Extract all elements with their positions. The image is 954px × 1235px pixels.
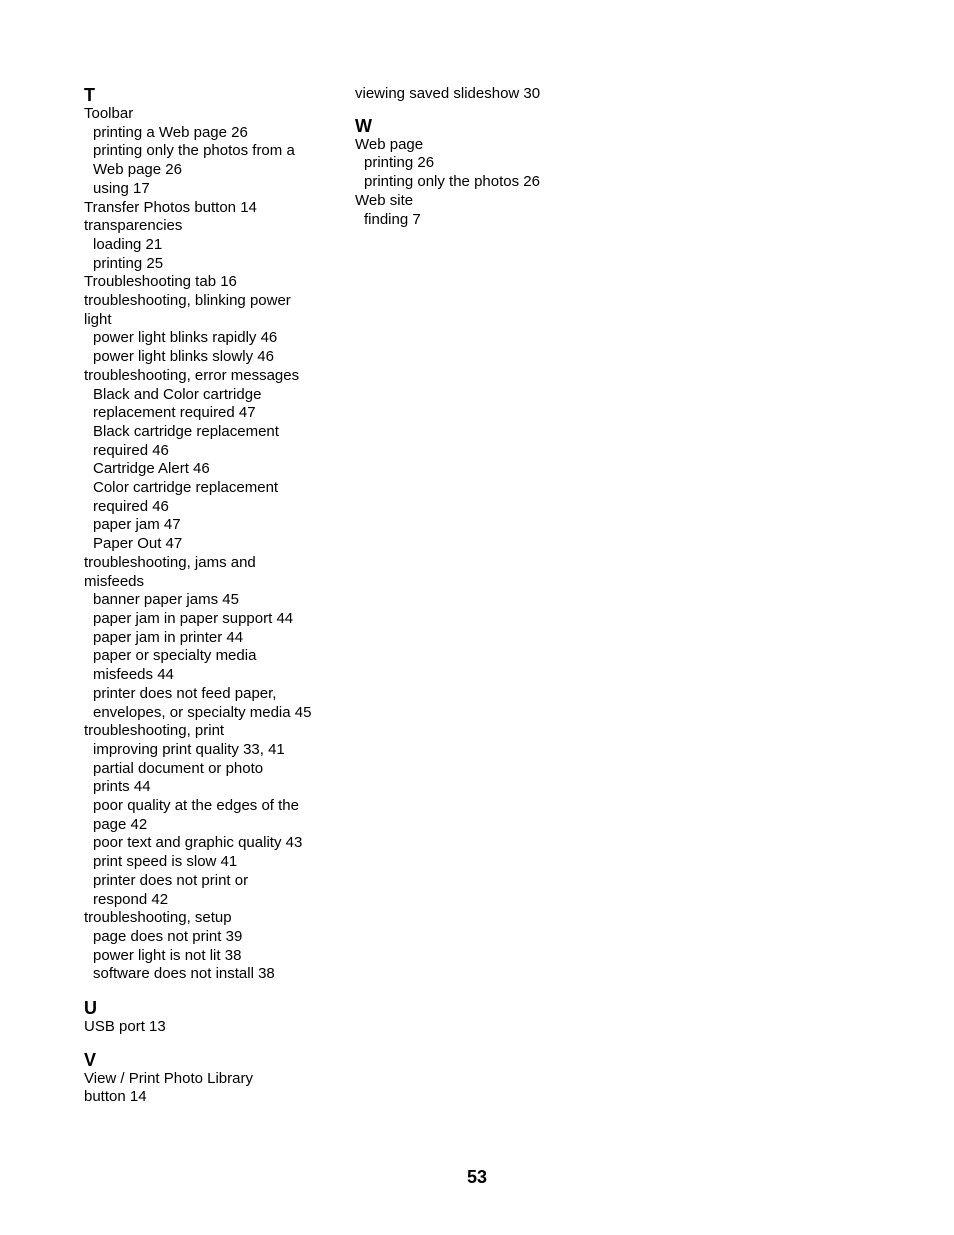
index-subentry: page 42: [93, 815, 148, 833]
index-entry: transparencies: [84, 217, 183, 235]
section-letter-u: U: [84, 997, 97, 1018]
index-subentry: envelopes, or specialty media 45: [93, 703, 312, 721]
index-entry: troubleshooting, error messages: [84, 366, 300, 384]
section-letter-t: T: [84, 85, 95, 105]
index-subentry: printing 26: [364, 154, 435, 172]
index-entry: Transfer Photos button 14: [84, 198, 257, 216]
index-subentry: poor quality at the edges of the: [93, 797, 299, 815]
index-subentry: paper jam 47: [93, 516, 181, 534]
index-subentry: prints 44: [93, 778, 151, 796]
index-subentry: printing 25: [93, 254, 164, 272]
index-subentry: Paper Out 47: [93, 535, 183, 553]
index-entry: button 14: [84, 1088, 147, 1106]
index-subentry: printing a Web page 26: [93, 123, 248, 141]
index-subentry: Color cartridge replacement: [93, 479, 279, 497]
index-entry: troubleshooting, print: [84, 722, 225, 740]
index-subentry: print speed is slow 41: [93, 853, 238, 871]
index-subentry: poor text and graphic quality 43: [93, 834, 303, 852]
index-subentry: Black and Color cartridge: [93, 385, 262, 403]
index-subentry: loading 21: [93, 235, 163, 253]
index-subentry: printing only the photos from a: [93, 142, 295, 160]
index-subentry: improving print quality 33, 41: [93, 740, 285, 758]
index-subentry: printer does not print or: [93, 871, 249, 889]
index-subentry: using 17: [93, 179, 150, 197]
index-subentry: Black cartridge replacement: [93, 422, 279, 440]
index-subentry: required 46: [93, 441, 169, 459]
index-subentry: Web page 26: [93, 161, 182, 179]
index-subentry: Cartridge Alert 46: [93, 460, 210, 478]
index-subentry: finding 7: [364, 210, 421, 228]
index-subentry: paper jam in paper support 44: [93, 609, 294, 627]
index-entry: View / Print Photo Library: [84, 1069, 253, 1087]
index-entry: Troubleshooting tab 16: [84, 273, 237, 291]
index-subentry: power light blinks slowly 46: [93, 348, 274, 366]
index-subentry: partial document or photo: [93, 759, 264, 777]
index-entry: light: [84, 310, 112, 328]
index-subentry: paper or specialty media: [93, 647, 257, 665]
section-spacer: [84, 984, 344, 998]
index-entry: troubleshooting, blinking power: [84, 292, 291, 310]
section-letter-v: V: [84, 1049, 97, 1070]
index-subentry: misfeeds 44: [93, 666, 174, 684]
index-subentry: printer does not feed paper,: [93, 684, 277, 702]
index-subentry: power light blinks rapidly 46: [93, 329, 278, 347]
index-entry: viewing saved slideshow 30: [355, 85, 541, 102]
index-subentry: replacement required 47: [93, 404, 256, 422]
index-left-column: [84, 85, 344, 1107]
index-subentry: software does not install 38: [93, 965, 275, 983]
index-subentry: page does not print 39: [93, 927, 243, 945]
index-entry: Web site: [355, 191, 414, 209]
section-letter-w: W: [355, 115, 372, 136]
page-number: 53: [466, 1167, 488, 1187]
index-entry: misfeeds: [84, 572, 145, 590]
index-entry: Web page: [355, 135, 424, 153]
index-entry: troubleshooting, jams and: [84, 553, 256, 571]
index-subentry: power light is not lit 38: [93, 946, 242, 964]
section-spacer: [355, 104, 615, 116]
index-entry: troubleshooting, setup: [84, 909, 232, 927]
index-subentry: paper jam in printer 44: [93, 628, 244, 646]
index-entry: USB port 13: [84, 1017, 166, 1035]
index-entry: Toolbar: [84, 105, 134, 122]
index-subentry: respond 42: [93, 890, 169, 908]
section-spacer: [84, 1036, 344, 1050]
index-right-column: [355, 85, 615, 229]
index-subentry: banner paper jams 45: [93, 591, 239, 609]
index-subentry: required 46: [93, 497, 169, 515]
index-subentry: printing only the photos 26: [364, 173, 540, 191]
